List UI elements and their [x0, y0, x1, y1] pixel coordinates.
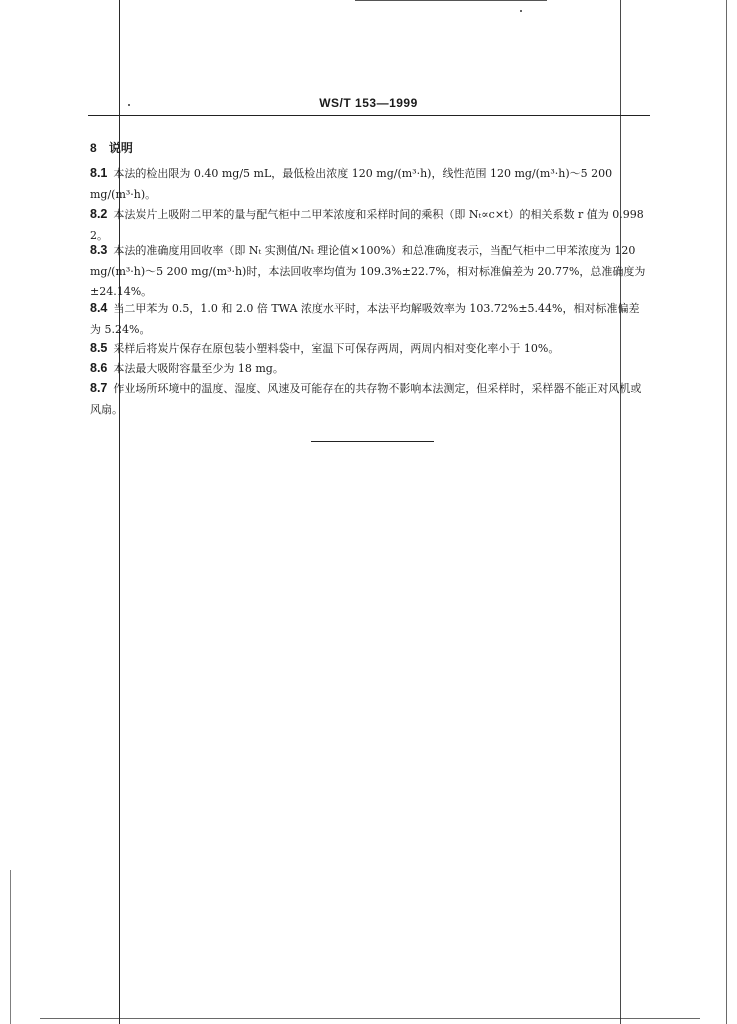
clause-8-7 — [90, 378, 650, 420]
clause-text: 采样后将炭片保存在原包装小塑料袋中，室温下可保存两周，两周内相对变化率小于 10%。 — [113, 342, 560, 355]
section-number: 8 — [90, 141, 97, 155]
clause-number: 8.7 — [90, 381, 108, 395]
clause-8-3 — [90, 240, 650, 303]
clause-text: 本法的准确度用回收率（即 Nₜ 实测值/Nₜ 理论值×100%）和总准确度表示，当配气柜中二甲苯浓度为 120 mg/(m³·h)～5 200 mg/(m³·h)时，本法回收率均值为 109.3%±22.7%，相对标准偏差为 20.77%，总准确度为±24.14%。 — [90, 244, 646, 298]
clause-text: 本法炭片上吸附二甲苯的量与配气柜中二甲苯浓度和采样时间的乘积（即 Nₜ∝c×t）的相关系数 r 值为 0.998 2。 — [90, 208, 644, 242]
clause-8-4 — [90, 298, 650, 340]
running-header: WS/T 153—1999 — [319, 96, 418, 110]
clause-8-6 — [90, 358, 650, 380]
end-of-document-rule — [311, 441, 434, 442]
section-heading — [90, 139, 133, 156]
clause-number: 8.3 — [90, 243, 108, 257]
clause-number: 8.2 — [90, 207, 108, 221]
clause-text: 本法最大吸附容量至少为 18 mg。 — [113, 362, 284, 375]
scan-artifact-line — [620, 0, 621, 1024]
scan-artifact-line — [40, 1018, 700, 1019]
scan-artifact-line — [355, 0, 547, 1]
clause-text: 作业场所环境中的温度、湿度、风速及可能存在的共存物不影响本法测定，但采样时，采样器不能正对风机或风扇。 — [90, 382, 642, 416]
scan-artifact-line — [10, 870, 11, 1024]
clause-text: 本法的检出限为 0.40 mg/5 mL，最低检出浓度 120 mg/(m³·h)，线性范围 120 mg/(m³·h)～5 200 mg/(m³·h)。 — [90, 167, 613, 201]
clause-8-5 — [90, 338, 650, 360]
clause-number: 8.5 — [90, 341, 108, 355]
clause-8-1 — [90, 163, 650, 205]
clause-number: 8.4 — [90, 301, 108, 315]
clause-number: 8.1 — [90, 166, 108, 180]
scan-artifact-line — [726, 0, 727, 1024]
clause-text: 当二甲苯为 0.5，1.0 和 2.0 倍 TWA 浓度水平时，本法平均解吸效率为 103.72%±5.44%，相对标准偏差为 5.24%。 — [90, 302, 640, 336]
header-rule — [88, 115, 650, 116]
section-title-text: 说明 — [108, 141, 133, 155]
scan-speck — [520, 10, 522, 12]
clause-number: 8.6 — [90, 361, 108, 375]
